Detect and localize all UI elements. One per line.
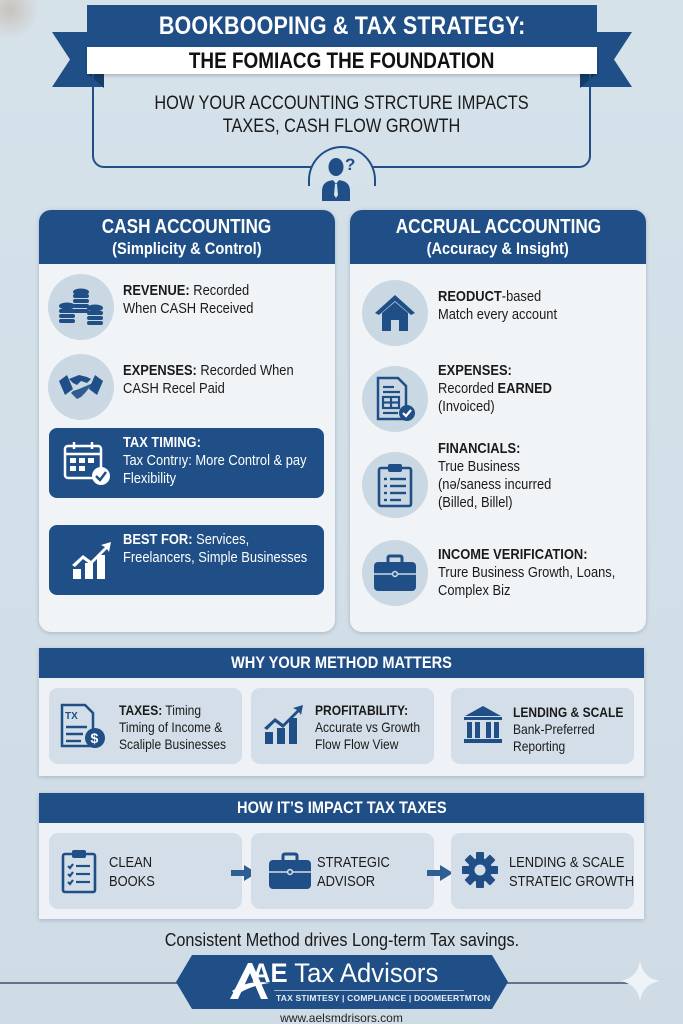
cash-item-revenue [39, 274, 335, 344]
product-text: REODUCT-based Match every account [438, 288, 558, 323]
calendar-check-icon [63, 440, 113, 486]
page-title [87, 5, 597, 47]
brand-tag-divider [274, 990, 464, 991]
handshake-icon [57, 369, 105, 405]
intro-text [92, 92, 591, 138]
strategic-growth-text: LENDING & SCALE STRATEIC GROWTH [509, 854, 635, 890]
cash-item-tax-timing [49, 428, 324, 498]
svg-text:?: ? [345, 155, 356, 174]
person-question-icon [318, 153, 362, 201]
why-tile-profitability [251, 688, 434, 764]
cash-card-subtitle: (Simplicity & Control) [112, 239, 262, 258]
accrual-card-header [350, 210, 646, 264]
expenses-text: EXPENSES: Recorded When CASH Recel Paid [123, 362, 294, 397]
impact-step-strategic-growth [451, 833, 634, 909]
why-panel-header [39, 648, 644, 678]
briefcase-icon [372, 553, 418, 593]
gear-icon [461, 851, 499, 889]
accrual-card-subtitle: (Accuracy & Insight) [426, 239, 570, 258]
invoice-check-icon [372, 375, 418, 423]
why-panel-title: WHY YOUR METHOD MATTERS [231, 653, 452, 672]
accrual-item-financials [350, 440, 646, 522]
briefcase-icon [267, 851, 313, 891]
impact-step-strategic-advisor [251, 833, 434, 909]
growth-chart-icon [263, 704, 305, 746]
bank-icon [461, 704, 505, 746]
arrow-right-icon [427, 865, 453, 881]
clipboard-check-icon [61, 847, 97, 895]
best-for-text: BEST FOR: Services, Freelancers, Simple Businesses [123, 531, 308, 566]
svg-text:$: $ [90, 730, 99, 746]
clipboard-icon-circle [362, 452, 428, 518]
website-link[interactable]: www.aelsmdrisors.com [280, 1011, 403, 1024]
house-icon-circle [362, 280, 428, 346]
impact-step-clean-books [49, 833, 242, 909]
tax-document-dollar-icon [59, 702, 109, 750]
svg-text:TX: TX [65, 711, 78, 722]
impact-panel [39, 793, 644, 919]
footer-divider-right [505, 982, 637, 984]
why-lending-text: LENDING & SCALE Bank-Preferred Reporting [513, 704, 624, 754]
coins-icon-circle [48, 274, 114, 340]
corner-decoration [0, 0, 40, 40]
coins-icon [55, 285, 107, 329]
accrual-accounting-card [350, 210, 646, 632]
intro-line-1: HOW YOUR ACCOUNTING STRCTURE IMPACTS [154, 93, 529, 114]
briefcase-icon-circle [362, 540, 428, 606]
why-tile-taxes [49, 688, 242, 764]
why-tile-lending [451, 688, 634, 764]
clean-books-text: CLEAN BOOKS [109, 854, 155, 890]
revenue-text: REVENUE: Recorded When CASH Received [123, 282, 254, 317]
footer-divider-left [0, 982, 180, 984]
handshake-icon-circle [48, 354, 114, 420]
why-taxes-text: TAXES: Timing Timing of Income & Scaliple Businesses [119, 702, 227, 752]
cash-item-best-for [49, 525, 324, 595]
cash-card-title: CASH ACCOUNTING [102, 216, 272, 238]
accrual-item-income-verification [350, 540, 646, 610]
tax-timing-text: TAX TIMING: Tax Contrıy: More Control & pay Flexibility [123, 434, 307, 487]
intro-line-2: TAXES, CASH FLOW GROWTH [222, 116, 461, 137]
page-subtitle-text: THE FOMIACG THE FOUNDATION [189, 47, 495, 73]
page-title-text: BOOKBOOPING & TAX STRATEGY: [158, 11, 526, 40]
accrual-item-product [350, 280, 646, 350]
page-subtitle [87, 47, 597, 74]
accrual-expenses-text: EXPENSES: Recorded EARNED (Invoiced) [438, 362, 553, 415]
brand-tagline: TAX STIMTESY | COMPLIANCE | DOOMEERTMTON [276, 993, 491, 1003]
house-icon [373, 293, 417, 333]
sparkle-icon [620, 960, 660, 1002]
cash-item-expenses [39, 354, 335, 424]
impact-panel-header [39, 793, 644, 823]
tagline: Consistent Method drives Long-term Tax savings. [164, 930, 519, 950]
clipboard-list-icon [375, 461, 415, 509]
income-verification-text: INCOME VERIFICATION: Trure Business Growth, Loans, Complex Biz [438, 546, 616, 599]
cash-card-header [39, 210, 335, 264]
cash-accounting-card [39, 210, 335, 632]
impact-panel-title: HOW IT’S IMPACT TAX TAXES [236, 798, 447, 817]
accrual-item-expenses [350, 362, 646, 436]
why-profitability-text: PROFITABILITY: Accurate vs Growth Flow Flow View [315, 702, 421, 752]
accrual-card-title: ACCRUAL ACCOUNTING [395, 216, 601, 238]
growth-chart-icon [71, 541, 113, 581]
why-method-matters-panel [39, 648, 644, 776]
brand-name: AE Tax Advisors [252, 958, 439, 988]
strategic-advisor-text: STRATEGIC ADVISOR [317, 854, 390, 890]
financials-text: FINANCIALS: True Business (nə/saness incurred (Billed, Billel) [438, 440, 552, 511]
invoice-icon-circle [362, 366, 428, 432]
